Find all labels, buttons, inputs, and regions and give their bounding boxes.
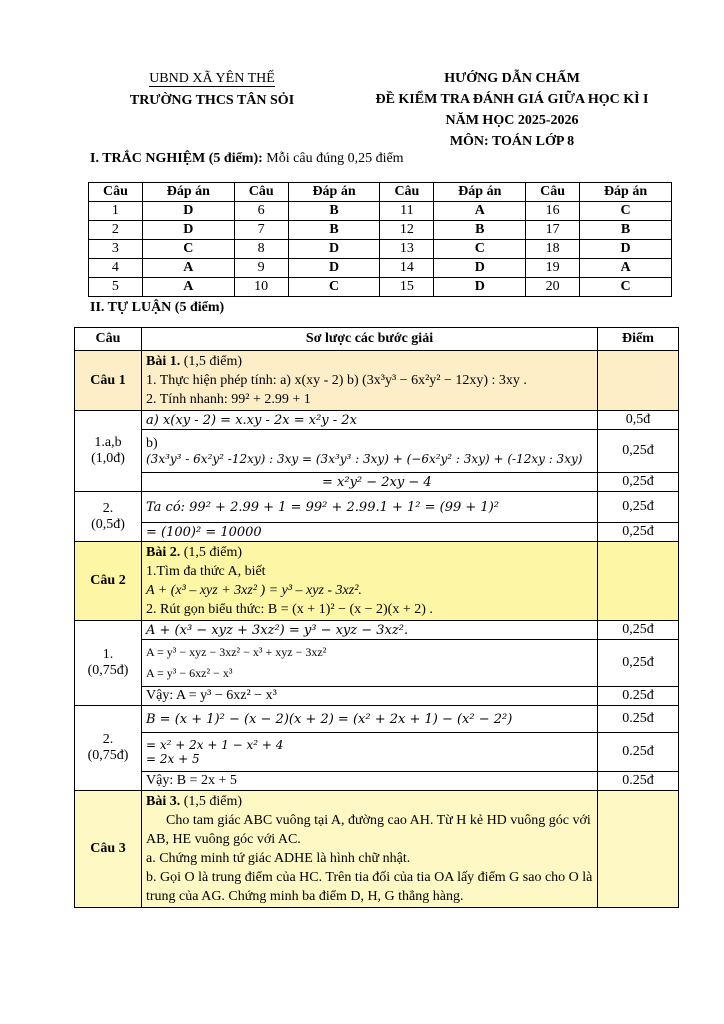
score: 0,25đ <box>598 640 679 687</box>
q2-p1a-row <box>75 621 679 640</box>
q2-step-b: A = y³ − xyz − 3xz² − x³ + xyz − 3xz² A = y³ − 6xz² − x³ <box>142 640 598 687</box>
question-number: 2 <box>89 221 143 240</box>
q2-prompt-line2: A + (x³ – xyz + 3xz² ) = y³ – xyz - 3xz². <box>146 583 362 598</box>
q1-p1a-row <box>75 411 679 430</box>
answer: C <box>142 240 234 259</box>
answer: D <box>434 259 526 278</box>
q2-step-a: A + (x³ − xyz + 3xz²) = y³ − xyz − 3xz². <box>142 621 598 640</box>
score: 0,5đ <box>598 411 679 430</box>
score: 0.25đ <box>598 687 679 706</box>
score: 0,25đ <box>598 621 679 640</box>
q1-step-c: = x²y² − 2xy − 4 <box>142 473 598 492</box>
part2-heading: II. TỰ LUẬN (5 điểm) <box>90 300 225 315</box>
score: 0,25đ <box>598 523 679 542</box>
answer: C <box>580 278 672 297</box>
answer: A <box>434 202 526 221</box>
q2-p2c-row <box>75 772 679 791</box>
answer: D <box>580 240 672 259</box>
q2-step-c: Vậy: A = y³ − 6xz² − x³ <box>142 687 598 706</box>
answer: A <box>580 259 672 278</box>
answer: C <box>288 278 380 297</box>
answer: B <box>434 221 526 240</box>
answer: D <box>288 259 380 278</box>
q1-step-2b: = (100)² = 10000 <box>142 523 598 542</box>
mcq-header: Câu <box>89 183 143 202</box>
score: 0,25đ <box>598 473 679 492</box>
q2-p1b-row <box>75 640 679 687</box>
question-number: 18 <box>526 240 580 259</box>
q2-p2b-row <box>75 733 679 772</box>
q1-p1b-row <box>75 430 679 473</box>
q1-p2a-row <box>75 492 679 523</box>
q1-step-a: a) x(xy - 2) = x.xy - 2x = x²y - 2x <box>142 411 598 430</box>
school-name: TRƯỜNG THCS TÂN SỎI <box>129 93 295 108</box>
mcq-header: Câu <box>234 183 288 202</box>
mcq-header: Câu <box>526 183 580 202</box>
q1-p1c-row <box>75 473 679 492</box>
question-number: 16 <box>526 202 580 221</box>
part1-heading: I. TRẮC NGHIỆM (5 điểm): Mỗi câu đúng 0,25 điểm <box>90 151 404 166</box>
mcq-header: Đáp án <box>142 183 234 202</box>
q3-prompt-line2: a. Chứng minh tứ giác ADHE là hình chữ nhật. <box>146 851 411 866</box>
q1-step-b: b) (3x³y³ - 6x²y² -12xy) : 3xy = (3x³y³ : 3xy) + (−6x²y² : 3xy) + (-12xy : 3xy) <box>142 430 598 473</box>
mcq-row <box>89 221 672 240</box>
q3-label: Câu 3 <box>75 791 142 908</box>
col-header-question: Câu <box>75 328 142 351</box>
school-year: NĂM HỌC 2025-2026 <box>445 113 579 128</box>
q2-part2-label: 2. (0,75đ) <box>75 706 142 791</box>
q2-p1c-row <box>75 687 679 706</box>
mcq-header: Đáp án <box>434 183 526 202</box>
q1-prompt-line1: 1. Thực hiện phép tính: a) x(xy - 2) b) (3x³y³ − 6x²y² − 12xy) : 3xy . <box>146 373 527 388</box>
answer: A <box>142 259 234 278</box>
question-number: 10 <box>234 278 288 297</box>
q3-prompt-row <box>75 791 679 908</box>
question-number: 13 <box>380 240 434 259</box>
answer: B <box>580 221 672 240</box>
q1-part2-label: 2. (0,5đ) <box>75 492 142 542</box>
col-header-steps: Sơ lược các bước giải <box>142 328 598 351</box>
q2-step-2c: Vậy: B = 2x + 5 <box>142 772 598 791</box>
answer: B <box>288 221 380 240</box>
mcq-header-row <box>89 183 672 202</box>
q2-prompt-row <box>75 542 679 621</box>
q1-part1-label: 1.a,b (1,0đ) <box>75 411 142 492</box>
answer: D <box>434 278 526 297</box>
q1-label: Câu 1 <box>75 351 142 411</box>
q1-step-2a: Ta có: 99² + 2.99 + 1 = 99² + 2.99.1 + 1² = (99 + 1)² <box>142 492 598 523</box>
essay-answer-table <box>74 327 679 908</box>
mcq-header: Đáp án <box>580 183 672 202</box>
score: 0.25đ <box>598 733 679 772</box>
org-name: UBND XÃ YÊN THẾ <box>149 71 275 86</box>
mcq-answer-table <box>88 182 672 297</box>
score: 0,25đ <box>598 492 679 523</box>
mcq-row <box>89 202 672 221</box>
question-number: 5 <box>89 278 143 297</box>
question-number: 3 <box>89 240 143 259</box>
answer: C <box>434 240 526 259</box>
question-number: 20 <box>526 278 580 297</box>
question-number: 4 <box>89 259 143 278</box>
q2-step-2a: B = (x + 1)² − (x − 2)(x + 2) = (x² + 2x + 1) − (x² − 2²) <box>142 706 598 733</box>
answer: A <box>142 278 234 297</box>
q3-prompt-line1: Cho tam giác ABC vuông tại A, đường cao AH. Từ H kẻ HD vuông góc với AB, HE vuông góc với AC. <box>146 813 591 847</box>
q3-prompt: Bài 3. (1,5 điểm) Cho tam giác ABC vuông tại A, đường cao AH. Từ H kẻ HD vuông góc với AB, HE vuông góc với AC. a. Chứng minh tứ giác ADHE là hình chữ nhật. b. Gọi O là trung điểm của HC. Trên tia đối của tia OA lấy điểm G sao cho O là trung của AG. Chứng minh ba điểm D, H, G thẳng hàng. <box>142 791 598 908</box>
q1-prompt: Bài 1. (1,5 điểm) 1. Thực hiện phép tính: a) x(xy - 2) b) (3x³y³ − 6x²y² − 12xy) : 3xy . 2. Tính nhanh: 99² + 2.99 + 1 <box>142 351 598 411</box>
q2-prompt: Bài 2. (1,5 điểm) 1.Tìm đa thức A, biết A + (x³ – xyz + 3xz² ) = y³ – xyz - 3xz². 2. Rút gọn biểu thức: B = (x + 1)² − (x − 2)(x + 2) . <box>142 542 598 621</box>
q2-part1-label: 1. (0,75đ) <box>75 621 142 706</box>
subject: MÔN: TOÁN LỚP 8 <box>449 134 575 149</box>
q3-prompt-line3: b. Gọi O là trung điểm của HC. Trên tia đối của tia OA lấy điểm G sao cho O là trung của AG. Chứng minh ba điểm D, H, G thẳng hàng. <box>146 870 593 904</box>
col-header-score: Điểm <box>598 328 679 351</box>
q1-prompt-row <box>75 351 679 411</box>
answer: C <box>580 202 672 221</box>
mcq-header: Câu <box>380 183 434 202</box>
question-number: 15 <box>380 278 434 297</box>
score: 0,25đ <box>598 430 679 473</box>
answer: D <box>142 221 234 240</box>
question-number: 7 <box>234 221 288 240</box>
score: 0.25đ <box>598 772 679 791</box>
question-number: 19 <box>526 259 580 278</box>
question-number: 9 <box>234 259 288 278</box>
answer: D <box>142 202 234 221</box>
question-number: 6 <box>234 202 288 221</box>
question-number: 8 <box>234 240 288 259</box>
mcq-row <box>89 259 672 278</box>
exam-title: ĐỀ KIỂM TRA ĐÁNH GIÁ GIỮA HỌC KÌ I <box>375 92 649 107</box>
header-left <box>112 68 312 112</box>
question-number: 12 <box>380 221 434 240</box>
q2-prompt-line1: 1.Tìm đa thức A, biết <box>146 564 266 579</box>
q1-p2b-row <box>75 523 679 542</box>
question-number: 1 <box>89 202 143 221</box>
q2-prompt-line3: 2. Rút gọn biểu thức: B = (x + 1)² − (x − 2)(x + 2) . <box>146 602 433 617</box>
mcq-header: Đáp án <box>288 183 380 202</box>
answer: B <box>288 202 380 221</box>
main-header-row <box>75 328 679 351</box>
q1-prompt-line2: 2. Tính nhanh: 99² + 2.99 + 1 <box>146 392 311 407</box>
q2-label: Câu 2 <box>75 542 142 621</box>
question-number: 17 <box>526 221 580 240</box>
q2-p2a-row <box>75 706 679 733</box>
score: 0.25đ <box>598 706 679 733</box>
answer: D <box>288 240 380 259</box>
q2-step-2b: = x² + 2x + 1 − x² + 4 = 2x + 5 <box>142 733 598 772</box>
question-number: 14 <box>380 259 434 278</box>
doc-title: HƯỚNG DẪN CHẤM <box>444 71 580 86</box>
mcq-row <box>89 240 672 259</box>
question-number: 11 <box>380 202 434 221</box>
header-right <box>352 68 672 152</box>
mcq-row <box>89 278 672 297</box>
